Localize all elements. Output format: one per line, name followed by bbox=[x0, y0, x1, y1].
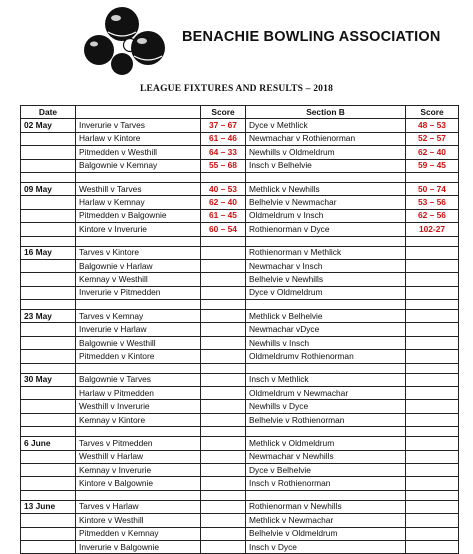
fixture-date bbox=[21, 132, 76, 145]
section-b-score bbox=[406, 527, 459, 540]
spacer-cell bbox=[76, 172, 201, 182]
spacer-cell bbox=[201, 236, 246, 246]
fixture-date bbox=[21, 350, 76, 363]
spacer-cell bbox=[201, 427, 246, 437]
table-row bbox=[21, 209, 459, 222]
section-b-fixture: Rothienorman v Newhills bbox=[246, 500, 406, 513]
section-b-score bbox=[406, 387, 459, 400]
fixture-date bbox=[21, 540, 76, 553]
table-row bbox=[21, 259, 459, 272]
spacer-cell bbox=[246, 300, 406, 310]
spacer-row bbox=[21, 490, 459, 500]
page-header bbox=[0, 0, 473, 94]
section-a-score: 40 – 53 bbox=[201, 182, 246, 195]
table-row bbox=[21, 437, 459, 450]
table-row bbox=[21, 450, 459, 463]
section-b-fixture: Belhelvie v Oldmeldrum bbox=[246, 527, 406, 540]
section-a-fixture: Tarves v Kemnay bbox=[76, 310, 201, 323]
section-a-fixture: Tarves v Pitmedden bbox=[76, 437, 201, 450]
section-b-fixture: Oldmeldrum v Newmachar bbox=[246, 387, 406, 400]
section-b-score bbox=[406, 400, 459, 413]
section-a-score bbox=[201, 310, 246, 323]
table-row bbox=[21, 387, 459, 400]
section-a-score bbox=[201, 387, 246, 400]
spacer-cell bbox=[21, 490, 76, 500]
section-a-score bbox=[201, 500, 246, 513]
section-a-score bbox=[201, 540, 246, 553]
spacer-cell bbox=[21, 236, 76, 246]
section-b-score bbox=[406, 500, 459, 513]
section-b-score bbox=[406, 477, 459, 490]
association-name: BENACHIE BOWLING ASSOCIATION bbox=[182, 29, 441, 45]
table-row bbox=[21, 500, 459, 513]
section-a-fixture: Pitmedden v Westhill bbox=[76, 146, 201, 159]
section-b-fixture: Newhills v Oldmeldrum bbox=[246, 146, 406, 159]
table-header-row bbox=[21, 106, 459, 119]
spacer-cell bbox=[76, 363, 201, 373]
table-row bbox=[21, 336, 459, 349]
fixture-date: 09 May bbox=[21, 182, 76, 195]
section-a-fixture: Tarves v Kintore bbox=[76, 246, 201, 259]
fixture-date bbox=[21, 209, 76, 222]
section-b-fixture: Newmachar v Insch bbox=[246, 259, 406, 272]
section-a-score bbox=[201, 259, 246, 272]
section-a-fixture: Kintore v Westhill bbox=[76, 514, 201, 527]
section-a-fixture: Westhill v Harlaw bbox=[76, 450, 201, 463]
fixture-date bbox=[21, 514, 76, 527]
fixture-date: 6 June bbox=[21, 437, 76, 450]
fixtures-table bbox=[20, 105, 459, 554]
section-b-score bbox=[406, 259, 459, 272]
section-a-score bbox=[201, 463, 246, 476]
section-b-fixture: Insch v Rothienorman bbox=[246, 477, 406, 490]
spacer-cell bbox=[246, 172, 406, 182]
spacer-cell bbox=[201, 172, 246, 182]
section-a-score bbox=[201, 286, 246, 299]
fixture-date: 13 June bbox=[21, 500, 76, 513]
section-a-fixture: Harlaw v Kintore bbox=[76, 132, 201, 145]
table-row bbox=[21, 146, 459, 159]
section-b-score: 59 – 45 bbox=[406, 159, 459, 172]
table-row bbox=[21, 196, 459, 209]
section-a-fixture: Kemnay v Kintore bbox=[76, 413, 201, 426]
section-a-fixture: Pitmedden v Balgownie bbox=[76, 209, 201, 222]
section-a-score bbox=[201, 373, 246, 386]
spacer-cell bbox=[21, 427, 76, 437]
section-b-fixture: Dyce v Oldmeldrum bbox=[246, 286, 406, 299]
spacer-cell bbox=[406, 300, 459, 310]
section-b-score bbox=[406, 323, 459, 336]
fixture-date bbox=[21, 450, 76, 463]
section-b-fixture: Methlick v Belhelvie bbox=[246, 310, 406, 323]
table-row bbox=[21, 132, 459, 145]
fixture-date bbox=[21, 413, 76, 426]
section-a-fixture: Balgownie v Tarves bbox=[76, 373, 201, 386]
section-a-score bbox=[201, 336, 246, 349]
fixture-date: 30 May bbox=[21, 373, 76, 386]
section-a-score: 64 – 33 bbox=[201, 146, 246, 159]
section-b-score bbox=[406, 273, 459, 286]
table-row bbox=[21, 246, 459, 259]
fixture-date: 16 May bbox=[21, 246, 76, 259]
section-a-score: 61 – 45 bbox=[201, 209, 246, 222]
spacer-cell bbox=[201, 490, 246, 500]
section-b-score bbox=[406, 540, 459, 553]
section-a-score: 37 – 67 bbox=[201, 119, 246, 132]
header-score-a: Score bbox=[201, 106, 246, 119]
section-b-score bbox=[406, 286, 459, 299]
section-b-fixture: Rothienorman v Methlick bbox=[246, 246, 406, 259]
section-a-score bbox=[201, 437, 246, 450]
spacer-cell bbox=[21, 363, 76, 373]
section-b-fixture: Insch v Dyce bbox=[246, 540, 406, 553]
fixture-date bbox=[21, 286, 76, 299]
spacer-cell bbox=[406, 236, 459, 246]
table-row bbox=[21, 350, 459, 363]
section-a-fixture: Westhill v Inverurie bbox=[76, 400, 201, 413]
section-b-score bbox=[406, 413, 459, 426]
table-row bbox=[21, 477, 459, 490]
section-a-score: 62 – 40 bbox=[201, 196, 246, 209]
section-a-score: 60 – 54 bbox=[201, 223, 246, 236]
fixture-date bbox=[21, 323, 76, 336]
section-a-fixture: Balgownie v Kemnay bbox=[76, 159, 201, 172]
section-b-fixture: Insch v Belhelvie bbox=[246, 159, 406, 172]
section-a-fixture: Harlaw v Pitmedden bbox=[76, 387, 201, 400]
table-row bbox=[21, 373, 459, 386]
section-a-fixture: Harlaw v Kemnay bbox=[76, 196, 201, 209]
spacer-row bbox=[21, 236, 459, 246]
section-a-fixture: Kintore v Inverurie bbox=[76, 223, 201, 236]
section-b-fixture: Dyce v Belhelvie bbox=[246, 463, 406, 476]
section-a-fixture: Inverurie v Tarves bbox=[76, 119, 201, 132]
table-row bbox=[21, 527, 459, 540]
section-a-fixture: Kemnay v Westhill bbox=[76, 273, 201, 286]
fixture-date bbox=[21, 223, 76, 236]
section-a-fixture: Balgownie v Harlaw bbox=[76, 259, 201, 272]
section-a-score bbox=[201, 323, 246, 336]
section-b-score: 62 – 40 bbox=[406, 146, 459, 159]
spacer-cell bbox=[246, 427, 406, 437]
spacer-cell bbox=[21, 300, 76, 310]
section-a-fixture: Inverurie v Harlaw bbox=[76, 323, 201, 336]
table-row bbox=[21, 182, 459, 195]
section-a-fixture: Kemnay v Inverurie bbox=[76, 463, 201, 476]
section-a-fixture: Pitmedden v Kintore bbox=[76, 350, 201, 363]
section-a-fixture: Tarves v Harlaw bbox=[76, 500, 201, 513]
section-b-fixture: Newmachar v Newhills bbox=[246, 450, 406, 463]
spacer-cell bbox=[201, 363, 246, 373]
table-row bbox=[21, 119, 459, 132]
fixture-date bbox=[21, 527, 76, 540]
table-row bbox=[21, 223, 459, 236]
spacer-cell bbox=[201, 300, 246, 310]
spacer-cell bbox=[246, 490, 406, 500]
spacer-cell bbox=[406, 363, 459, 373]
spacer-cell bbox=[406, 490, 459, 500]
spacer-cell bbox=[21, 172, 76, 182]
bowling-balls-logo bbox=[82, 6, 177, 76]
spacer-cell bbox=[406, 172, 459, 182]
section-a-fixture: Kintore v Balgownie bbox=[76, 477, 201, 490]
section-b-fixture: Rothienorman v Dyce bbox=[246, 223, 406, 236]
fixtures-body bbox=[21, 119, 459, 554]
page-subtitle: LEAGUE FIXTURES AND RESULTS – 2018 bbox=[139, 84, 334, 94]
section-a-fixture: Pitmedden v Kemnay bbox=[76, 527, 201, 540]
section-b-fixture: Newmachar vDyce bbox=[246, 323, 406, 336]
section-b-score bbox=[406, 437, 459, 450]
table-row bbox=[21, 540, 459, 553]
spacer-cell bbox=[76, 236, 201, 246]
section-b-score bbox=[406, 246, 459, 259]
table-row bbox=[21, 273, 459, 286]
section-b-fixture: Oldmeldrumv Rothienorman bbox=[246, 350, 406, 363]
section-a-score: 61 – 46 bbox=[201, 132, 246, 145]
section-b-score: 48 – 53 bbox=[406, 119, 459, 132]
section-a-score bbox=[201, 527, 246, 540]
spacer-cell bbox=[246, 363, 406, 373]
fixture-date bbox=[21, 196, 76, 209]
section-a-fixture: Westhill v Tarves bbox=[76, 182, 201, 195]
fixture-date: 23 May bbox=[21, 310, 76, 323]
header-section-a bbox=[76, 106, 201, 119]
section-b-fixture: Belhelvie v Rothienorman bbox=[246, 413, 406, 426]
section-a-score bbox=[201, 514, 246, 527]
fixture-date: 02 May bbox=[21, 119, 76, 132]
section-a-score bbox=[201, 477, 246, 490]
fixture-date bbox=[21, 159, 76, 172]
section-a-fixture: Balgownie v Westhill bbox=[76, 336, 201, 349]
section-a-score bbox=[201, 413, 246, 426]
section-b-score bbox=[406, 514, 459, 527]
table-row bbox=[21, 323, 459, 336]
header-score-b: Score bbox=[406, 106, 459, 119]
section-b-score: 102-27 bbox=[406, 223, 459, 236]
section-a-score bbox=[201, 273, 246, 286]
section-b-fixture: Methlick v Oldmeldrum bbox=[246, 437, 406, 450]
section-a-score bbox=[201, 450, 246, 463]
section-a-fixture: Inverurie v Balgownie bbox=[76, 540, 201, 553]
section-a-score bbox=[201, 246, 246, 259]
section-a-score bbox=[201, 350, 246, 363]
table-row bbox=[21, 514, 459, 527]
table-row bbox=[21, 463, 459, 476]
section-b-score bbox=[406, 373, 459, 386]
spacer-row bbox=[21, 172, 459, 182]
section-b-score: 53 – 56 bbox=[406, 196, 459, 209]
spacer-cell bbox=[76, 490, 201, 500]
section-b-fixture: Dyce v Methlick bbox=[246, 119, 406, 132]
section-b-fixture: Newmachar v Rothienorman bbox=[246, 132, 406, 145]
spacer-cell bbox=[76, 300, 201, 310]
fixture-date bbox=[21, 463, 76, 476]
fixture-date bbox=[21, 336, 76, 349]
section-b-score bbox=[406, 463, 459, 476]
section-b-fixture: Methlick v Newhills bbox=[246, 182, 406, 195]
section-b-fixture: Methlick v Newmachar bbox=[246, 514, 406, 527]
header-date: Date bbox=[21, 106, 76, 119]
table-row bbox=[21, 310, 459, 323]
section-b-fixture: Insch v Methlick bbox=[246, 373, 406, 386]
section-a-score: 55 – 68 bbox=[201, 159, 246, 172]
fixture-date bbox=[21, 146, 76, 159]
section-b-score: 50 – 74 bbox=[406, 182, 459, 195]
spacer-row bbox=[21, 300, 459, 310]
section-b-score bbox=[406, 310, 459, 323]
section-b-score: 52 – 57 bbox=[406, 132, 459, 145]
section-b-fixture: Newhills v Dyce bbox=[246, 400, 406, 413]
section-b-score bbox=[406, 350, 459, 363]
spacer-cell bbox=[406, 427, 459, 437]
fixture-date bbox=[21, 387, 76, 400]
header-section-b: Section B bbox=[246, 106, 406, 119]
table-row bbox=[21, 413, 459, 426]
section-b-fixture: Newhills v Insch bbox=[246, 336, 406, 349]
spacer-row bbox=[21, 427, 459, 437]
section-a-fixture: Inverurie v Pitmedden bbox=[76, 286, 201, 299]
spacer-row bbox=[21, 363, 459, 373]
spacer-cell bbox=[76, 427, 201, 437]
section-b-score bbox=[406, 450, 459, 463]
fixture-date bbox=[21, 400, 76, 413]
section-a-score bbox=[201, 400, 246, 413]
table-row bbox=[21, 159, 459, 172]
section-b-score bbox=[406, 336, 459, 349]
section-b-fixture: Belhelvie v Newhills bbox=[246, 273, 406, 286]
section-b-fixture: Oldmeldrum v Insch bbox=[246, 209, 406, 222]
section-b-score: 62 – 56 bbox=[406, 209, 459, 222]
fixture-date bbox=[21, 259, 76, 272]
section-b-fixture: Belhelvie v Newmachar bbox=[246, 196, 406, 209]
fixture-date bbox=[21, 273, 76, 286]
fixture-date bbox=[21, 477, 76, 490]
spacer-cell bbox=[246, 236, 406, 246]
table-row bbox=[21, 400, 459, 413]
table-row bbox=[21, 286, 459, 299]
